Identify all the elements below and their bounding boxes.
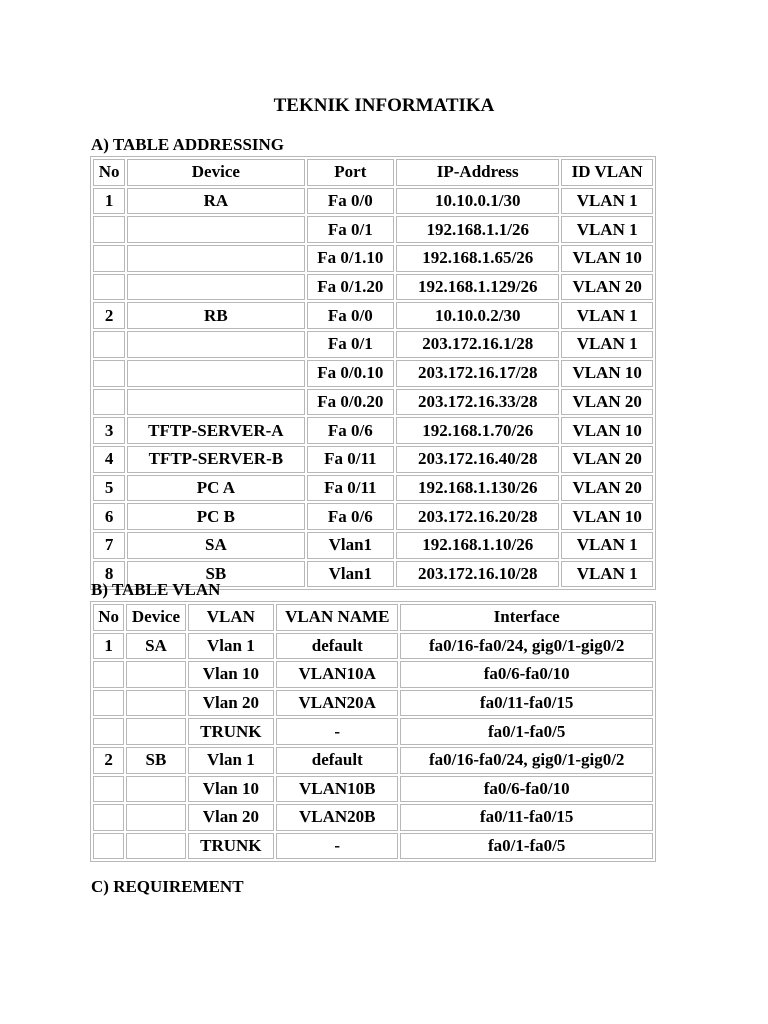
table-cell: fa0/6-fa0/10 <box>400 661 653 688</box>
table-cell: SA <box>126 633 185 660</box>
table-cell: VLAN10B <box>276 776 398 803</box>
table-cell: Fa 0/6 <box>307 503 395 530</box>
table-cell: VLAN 1 <box>561 561 653 588</box>
table-cell: VLAN20B <box>276 804 398 831</box>
table-cell: VLAN 1 <box>561 532 653 559</box>
addressing-row <box>93 360 653 387</box>
addressing-header-row <box>93 159 653 186</box>
table-cell: 192.168.1.70/26 <box>396 417 559 444</box>
table-cell: fa0/11-fa0/15 <box>400 804 653 831</box>
table-cell: TRUNK <box>188 833 275 860</box>
table-cell: 192.168.1.129/26 <box>396 274 559 301</box>
table-cell: TRUNK <box>188 718 275 745</box>
table-cell: VLAN10A <box>276 661 398 688</box>
table-cell: Vlan 10 <box>188 661 275 688</box>
table-cell: Fa 0/6 <box>307 417 395 444</box>
table-cell: fa0/16-fa0/24, gig0/1-gig0/2 <box>400 633 653 660</box>
column-header: Device <box>126 604 185 631</box>
table-cell: TFTP-SERVER-A <box>127 417 304 444</box>
table-cell: SA <box>127 532 304 559</box>
addressing-row <box>93 274 653 301</box>
table-cell <box>127 389 304 416</box>
table-cell: Vlan1 <box>307 561 395 588</box>
table-cell: Vlan 20 <box>188 690 275 717</box>
vlan-table <box>90 601 656 862</box>
column-header: Device <box>127 159 304 186</box>
addressing-row <box>93 389 653 416</box>
table-cell <box>127 360 304 387</box>
table-cell: - <box>276 833 398 860</box>
table-cell <box>93 216 125 243</box>
table-cell: VLAN 10 <box>561 360 653 387</box>
table-cell: Vlan 1 <box>188 633 275 660</box>
table-cell: RB <box>127 302 304 329</box>
table-cell: 5 <box>93 475 125 502</box>
table-cell: VLAN 1 <box>561 302 653 329</box>
table-cell <box>93 804 124 831</box>
table-cell <box>93 331 125 358</box>
addressing-table <box>90 156 656 590</box>
table-cell: VLAN 1 <box>561 216 653 243</box>
table-cell: Fa 0/1.10 <box>307 245 395 272</box>
table-cell <box>127 216 304 243</box>
column-header: IP-Address <box>396 159 559 186</box>
table-cell <box>93 690 124 717</box>
addressing-row <box>93 216 653 243</box>
table-cell <box>127 331 304 358</box>
addressing-row <box>93 188 653 215</box>
table-cell: 203.172.16.33/28 <box>396 389 559 416</box>
table-cell: 192.168.1.130/26 <box>396 475 559 502</box>
table-cell: fa0/1-fa0/5 <box>400 833 653 860</box>
addressing-row <box>93 446 653 473</box>
column-header: VLAN <box>188 604 275 631</box>
table-cell <box>126 804 185 831</box>
table-cell <box>93 718 124 745</box>
addressing-row <box>93 331 653 358</box>
table-cell: Fa 0/0.20 <box>307 389 395 416</box>
table-cell: 10.10.0.2/30 <box>396 302 559 329</box>
table-cell: 10.10.0.1/30 <box>396 188 559 215</box>
table-cell: Fa 0/0.10 <box>307 360 395 387</box>
table-cell <box>93 360 125 387</box>
addressing-row <box>93 503 653 530</box>
table-cell: Fa 0/11 <box>307 475 395 502</box>
table-cell: 203.172.16.10/28 <box>396 561 559 588</box>
table-cell: 192.168.1.10/26 <box>396 532 559 559</box>
table-cell: VLAN 20 <box>561 274 653 301</box>
table-cell: 192.168.1.65/26 <box>396 245 559 272</box>
table-cell: PC B <box>127 503 304 530</box>
table-cell: TFTP-SERVER-B <box>127 446 304 473</box>
column-header: VLAN NAME <box>276 604 398 631</box>
table-cell: 3 <box>93 417 125 444</box>
addressing-row <box>93 417 653 444</box>
section-a-heading: A) TABLE ADDRESSING <box>91 135 285 154</box>
column-header: Interface <box>400 604 653 631</box>
addressing-row <box>93 302 653 329</box>
table-cell: 203.172.16.1/28 <box>396 331 559 358</box>
addressing-row <box>93 475 653 502</box>
table-cell <box>93 661 124 688</box>
table-cell: VLAN 20 <box>561 446 653 473</box>
vlan-row <box>93 804 653 831</box>
table-cell: Vlan 20 <box>188 804 275 831</box>
table-cell <box>93 245 125 272</box>
table-cell: Vlan1 <box>307 532 395 559</box>
table-cell: - <box>276 718 398 745</box>
table-cell <box>126 776 185 803</box>
column-header: No <box>93 159 125 186</box>
column-header: No <box>93 604 124 631</box>
table-cell: 203.172.16.20/28 <box>396 503 559 530</box>
table-cell: 8 <box>93 561 125 588</box>
table-cell: Fa 0/1.20 <box>307 274 395 301</box>
vlan-row <box>93 633 653 660</box>
table-cell: SB <box>127 561 304 588</box>
table-cell: 1 <box>93 633 124 660</box>
table-cell: VLAN 20 <box>561 475 653 502</box>
table-cell: VLAN 1 <box>561 188 653 215</box>
table-cell: Vlan 1 <box>188 747 275 774</box>
table-cell: Fa 0/1 <box>307 331 395 358</box>
table-cell: VLAN20A <box>276 690 398 717</box>
table-cell: 4 <box>93 446 125 473</box>
table-cell: Fa 0/0 <box>307 302 395 329</box>
table-cell: Fa 0/11 <box>307 446 395 473</box>
table-cell: 1 <box>93 188 125 215</box>
table-cell: default <box>276 633 398 660</box>
column-header: Port <box>307 159 395 186</box>
table-cell: VLAN 10 <box>561 245 653 272</box>
column-header: ID VLAN <box>561 159 653 186</box>
table-cell <box>126 661 185 688</box>
table-cell <box>127 274 304 301</box>
table-cell: 2 <box>93 747 124 774</box>
addressing-row <box>93 245 653 272</box>
section-c-heading: C) REQUIREMENT <box>91 877 244 896</box>
table-cell: 192.168.1.1/26 <box>396 216 559 243</box>
vlan-row <box>93 661 653 688</box>
table-cell <box>93 776 124 803</box>
table-cell: default <box>276 747 398 774</box>
table-cell: Fa 0/0 <box>307 188 395 215</box>
table-cell: SB <box>126 747 185 774</box>
vlan-row <box>93 833 653 860</box>
table-cell: fa0/1-fa0/5 <box>400 718 653 745</box>
table-cell: 2 <box>93 302 125 329</box>
table-cell: VLAN 10 <box>561 417 653 444</box>
table-cell: fa0/16-fa0/24, gig0/1-gig0/2 <box>400 747 653 774</box>
table-cell <box>93 389 125 416</box>
table-cell <box>93 833 124 860</box>
table-cell <box>126 690 185 717</box>
table-cell: Fa 0/1 <box>307 216 395 243</box>
vlan-row <box>93 690 653 717</box>
vlan-header-row <box>93 604 653 631</box>
table-cell: fa0/6-fa0/10 <box>400 776 653 803</box>
table-cell <box>127 245 304 272</box>
table-cell <box>93 274 125 301</box>
table-cell: 6 <box>93 503 125 530</box>
table-cell: Vlan 10 <box>188 776 275 803</box>
addressing-row <box>93 532 653 559</box>
table-cell: RA <box>127 188 304 215</box>
table-cell: 203.172.16.40/28 <box>396 446 559 473</box>
table-cell <box>126 833 185 860</box>
table-cell: VLAN 1 <box>561 331 653 358</box>
table-cell: VLAN 10 <box>561 503 653 530</box>
vlan-row <box>93 747 653 774</box>
vlan-row <box>93 718 653 745</box>
section-b-heading: B) TABLE VLAN <box>91 580 221 599</box>
table-cell: VLAN 20 <box>561 389 653 416</box>
document-title: TEKNIK INFORMATIKA <box>273 95 495 116</box>
vlan-row <box>93 776 653 803</box>
table-cell: 7 <box>93 532 125 559</box>
table-cell: 203.172.16.17/28 <box>396 360 559 387</box>
table-cell: PC A <box>127 475 304 502</box>
table-cell: fa0/11-fa0/15 <box>400 690 653 717</box>
table-cell <box>126 718 185 745</box>
